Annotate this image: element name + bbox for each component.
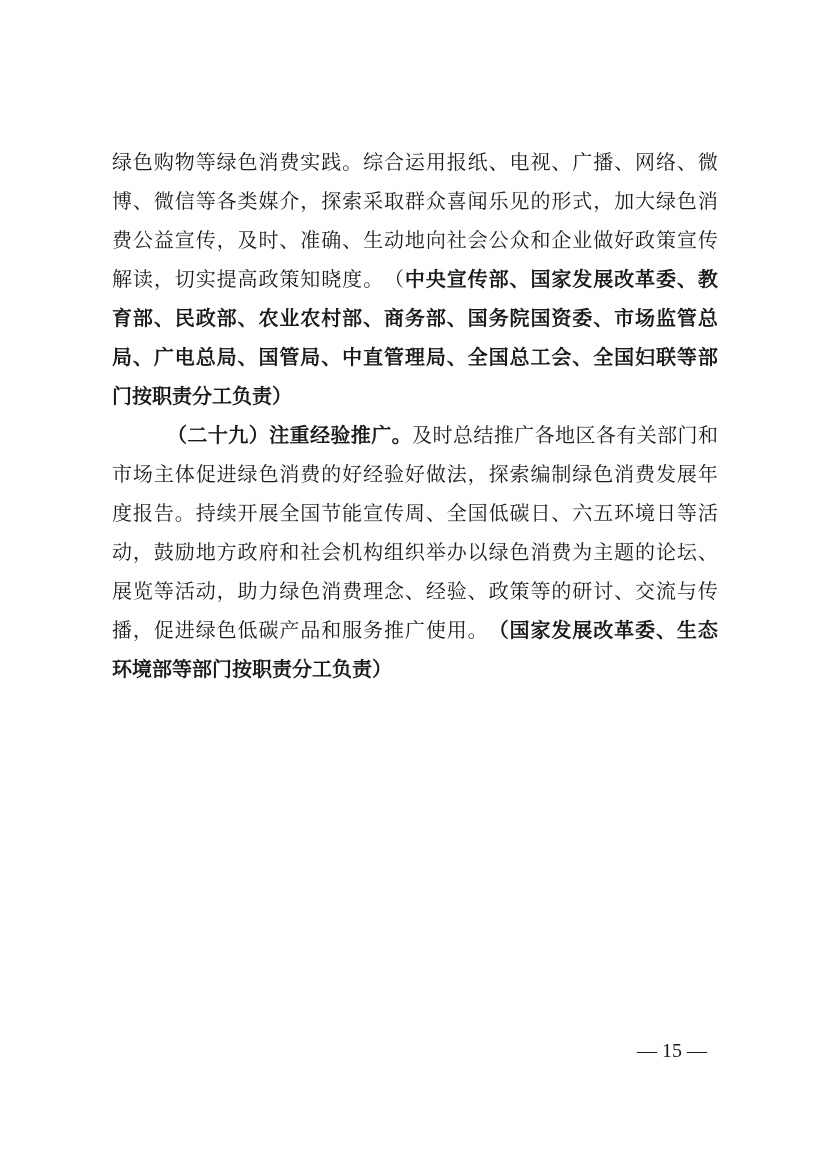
p2-line-2: 市 场 主 体 促 进 绿 色 消 费 的 好 经 验 好 做 法 ， 探 索 编 制 绿 色 消 费 发 展 年 bbox=[112, 462, 718, 486]
body-text bbox=[112, 147, 718, 693]
p1-line-3: 费 公 益 宣 传 ， 及 时 、 准 确 、 生 动 地 向 社 会 公 众 和 企 业 做 好 政 策 宣 传 bbox=[112, 228, 718, 252]
p1-line-5: 育 部 、 民 政 部 、 农 业 农 村 部 、 商 务 部 、 国 务 院 国 资 委 、 市 场 监 管 总 bbox=[112, 306, 718, 330]
p1-line-6: 局 、 广 电 总 局 、 国 管 局 、 中 直 管 理 局 、 全 国 总 工 会 、 全 国 妇 联 等 部 bbox=[112, 345, 718, 369]
p1-line-4: 解 读 ， 切 实 提 高 政 策 知 晓 度 。 （ 中 央 宣 传 部 、 国 家 发 展 改 革 委 、 教 bbox=[112, 267, 718, 291]
p2-line-3: 度 报 告 。 持 续 开 展 全 国 节 能 宣 传 周 、 全 国 低 碳 日 、 六 五 环 境 日 等 活 bbox=[112, 501, 718, 525]
page-number: — 15 — bbox=[637, 1040, 707, 1062]
p2-line-6: 播 ， 促 进 绿 色 低 碳 产 品 和 服 务 推 广 使 用 。 （ 国 家 发 展 改 革 委 、 生 态 bbox=[112, 618, 718, 642]
p2-line-4: 动 ， 鼓 励 地 方 政 府 和 社 会 机 构 组 织 举 办 以 绿 色 消 费 为 主 题 的 论 坛 、 bbox=[112, 540, 718, 564]
p2-line-5: 展 览 等 活 动 ， 助 力 绿 色 消 费 理 念 、 经 验 、 政 策 等 的 研 讨 、 交 流 与 传 bbox=[112, 579, 718, 603]
p2-line-7: 环 境 部 等 部 门 按 职 责 分 工 负 责 ） bbox=[112, 657, 400, 681]
p2-line-1: （ 二 十 九 ） 注 重 经 验 推 广 。 及 时 总 结 推 广 各 地 区 各 有 关 部 门 和 bbox=[167, 423, 718, 447]
p1-line-1: 绿 色 购 物 等 绿 色 消 费 实 践 。 综 合 运 用 报 纸 、 电 视 、 广 播 、 网 络 、 微 bbox=[112, 150, 718, 174]
p1-line-2: 博 、 微 信 等 各 类 媒 介 ， 探 索 采 取 群 众 喜 闻 乐 见 的 形 式 ， 加 大 绿 色 消 bbox=[112, 189, 718, 213]
p1-line-7: 门 按 职 责 分 工 负 责 ） bbox=[112, 384, 300, 408]
